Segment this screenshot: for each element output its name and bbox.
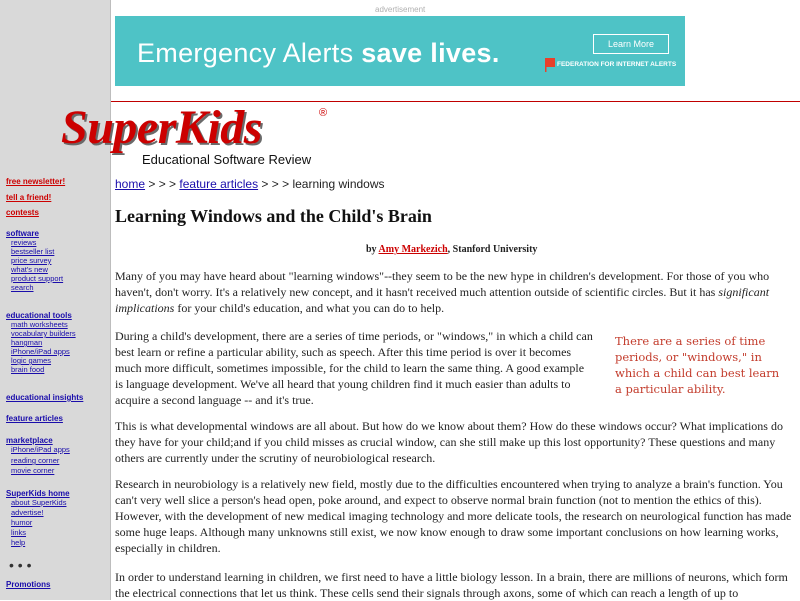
sidebar-item-brain-food[interactable]: brain food — [11, 365, 45, 374]
byline: by Amy Markezich, Stanford University — [366, 244, 538, 255]
separator-dots: • • • — [9, 557, 32, 573]
breadcrumb-separator: > > > — [258, 177, 293, 191]
software-link[interactable]: software — [6, 229, 39, 238]
main-content — [61, 0, 800, 600]
author-link[interactable]: Amy Markezich — [378, 244, 448, 255]
ad-org: FEDERATION FOR INTERNET ALERTS — [557, 61, 676, 68]
breadcrumb-feature-articles[interactable]: feature articles — [179, 177, 259, 191]
feature-articles-link[interactable]: feature articles — [6, 414, 63, 423]
sidebar-item-logic-games[interactable]: logic games — [11, 356, 52, 365]
paragraph-1: Many of you may have heard about "learning windows"--they seem to be the new hype in children's development. For those of you who haven't, don't worry. It's a relatively new concept, and it hasn't received much attention outside of scientific circles. But it has significant implications for your child's education, and what you can do to help. — [115, 269, 770, 315]
contests-link[interactable]: contests — [6, 208, 39, 217]
pull-quote: There are a series of time periods, or "windows," in which a child can best learn a particular ability. — [615, 334, 780, 396]
sidebar-item-humor[interactable]: humor — [11, 518, 33, 527]
sidebar-item-vocabulary[interactable]: vocabulary builders — [11, 329, 76, 338]
sidebar-item-product-support[interactable]: product support — [11, 274, 64, 283]
sidebar-item-search[interactable]: search — [11, 283, 34, 292]
paragraph-4: Research in neurobiology is a relatively new field, mostly due to the difficulties encountered when trying to analyze a brain's function. You can't very well slice a person's head open, poke around, and expect to observe normal brain function (not to mention the ethics of this). However, with the development of new medical imaging technology and more delicate tools, the research on neurological function has made some huge leaps. Although many unknowns still exist, we now know enough to draw some important conclusions on how learning works, especially in children. — [115, 477, 792, 555]
breadcrumb-current: learning windows — [292, 177, 385, 191]
promotions-link[interactable]: Promotions — [6, 580, 51, 589]
breadcrumb-separator: > > > — [145, 177, 180, 191]
flag-icon — [545, 58, 555, 72]
marketplace-link[interactable]: marketplace — [6, 436, 53, 445]
paragraph-3: This is what developmental windows are all about. But how do we know about them? How do these windows occur? What implications do they have for your child;and if you child misses as crucial window, can she still make up this lost opportunity? These questions and many others are currently under the scrutiny of neurobiological research. — [115, 419, 783, 465]
newsletter-link[interactable]: free newsletter! — [6, 177, 66, 186]
superkids-logo[interactable]: SuperKids — [61, 101, 262, 154]
breadcrumb — [115, 177, 385, 191]
ad-label: advertisement — [375, 5, 426, 14]
registered-mark: ® — [319, 107, 328, 119]
sidebar-item-advertise[interactable]: advertise! — [11, 508, 44, 517]
sidebar-item-price-survey[interactable]: price survey — [11, 256, 52, 265]
sidebar-item-about[interactable]: about SuperKids — [11, 498, 67, 507]
ad-headline: Emergency Alerts save lives. — [137, 38, 500, 68]
page-title: Learning Windows and the Child's Brain — [115, 206, 432, 226]
sidebar-item-bestseller[interactable]: bestseller list — [11, 247, 55, 256]
superkids-home-link[interactable]: SuperKids home — [6, 489, 70, 498]
ad-learn-more-button[interactable]: Learn More — [593, 34, 669, 54]
tagline: Educational Software Review — [142, 152, 312, 167]
sidebar-item-math-worksheets[interactable]: math worksheets — [11, 320, 68, 329]
breadcrumb-home[interactable]: home — [115, 177, 146, 191]
paragraph-5: In order to understand learning in children, we first need to have a little biology lesson. In a brain, there are millions of neurons, which form the electrical connections that let us think. These cells send their signals through axons, some of which can reach a length of up to — [115, 570, 788, 600]
tell-friend-link[interactable]: tell a friend! — [6, 193, 52, 202]
sidebar — [0, 0, 111, 600]
sidebar-item-help[interactable]: help — [11, 538, 26, 547]
sidebar-item-iphone-apps[interactable]: iPhone/iPad apps — [11, 347, 70, 356]
paragraph-2: During a child's development, there are a series of time periods, or "windows," in which a child can best learn or refine a particular ability, such as speech. After this time period is over it becomes much more difficult, sometimes impossible, for the child to learn the same thing. A good example is language development. We've all heard that young children find it much easier than adults to acquire a second language -- and it's true. — [115, 329, 593, 407]
sidebar-item-reading-corner[interactable]: reading corner — [11, 456, 60, 465]
sidebar-item-movie-corner[interactable]: movie corner — [11, 466, 55, 475]
ad-banner[interactable] — [115, 16, 685, 86]
educational-tools-link[interactable]: educational tools — [6, 311, 72, 320]
sidebar-item-whats-new[interactable]: what's new — [11, 265, 48, 274]
educational-insights-link[interactable]: educational insights — [6, 393, 84, 402]
sidebar-item-links[interactable]: links — [11, 528, 27, 537]
sidebar-item-hangman[interactable]: hangman — [11, 338, 43, 347]
sidebar-item-market-iphone[interactable]: iPhone/iPad apps — [11, 445, 70, 454]
sidebar-item-reviews[interactable]: reviews — [11, 238, 37, 247]
